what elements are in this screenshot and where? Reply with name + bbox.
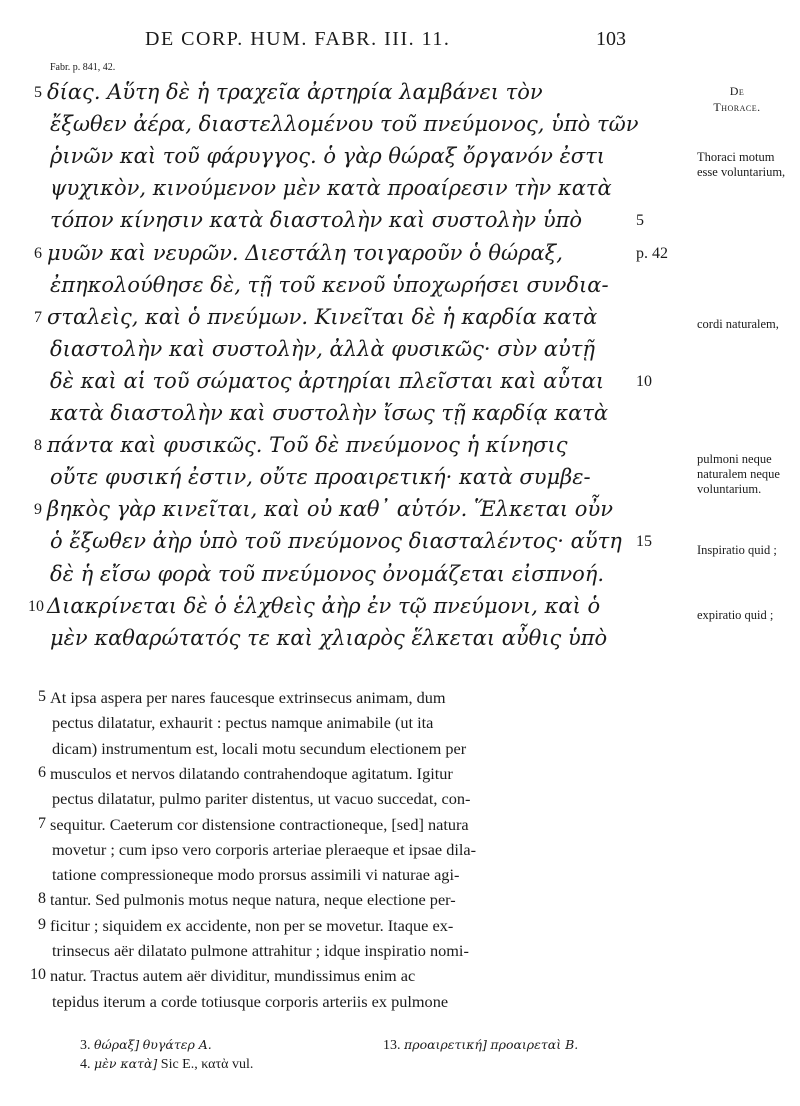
greek-line: κατὰ διαστολὴν καὶ συστολὴν ἴσως τῇ καρδίᾳ κατὰ bbox=[50, 401, 609, 425]
greek-line: Διακρίνεται δὲ ὁ ἑλχθεὶς ἀὴρ ἐν τῷ πνεύμονι, καὶ ὁ bbox=[47, 593, 601, 618]
footnote-reading: προαιρεταὶ B. bbox=[490, 1037, 579, 1052]
margin-note: pulmoni neque naturalem neque voluntarium. bbox=[697, 452, 780, 496]
latin-line: ficitur ; siquidem ex accidente, non per se movetur. Itaque ex- bbox=[50, 915, 454, 935]
line-section-number: 7 bbox=[34, 308, 42, 326]
latin-line: natur. Tractus autem aër dividitur, mundissimus enim ac bbox=[50, 966, 416, 986]
line-section-number: 9 bbox=[34, 501, 42, 519]
greek-line: δίας. Αὕτη δὲ ἡ τραχεῖα ἀρτηρία λαμβάνει τὸν bbox=[47, 80, 543, 104]
line-section-number: 10 bbox=[30, 966, 46, 984]
line-section-number: 8 bbox=[38, 890, 46, 908]
latin-line: dicam) instrumentum est, locali motu secundum electionem per bbox=[52, 738, 467, 758]
latin-line: musculos et nervos dilatando contrahendoque agitatum. Igitur bbox=[50, 763, 453, 783]
greek-line: τόπον κίνησιν κατὰ διαστολὴν καὶ συστολὴν ὑπὸ bbox=[50, 208, 583, 233]
greek-line: δὲ καὶ αἱ τοῦ σώματος ἀρτηρίαι πλεῖσται καὶ αὗται bbox=[50, 368, 605, 393]
footnote-number: 13. bbox=[383, 1038, 401, 1053]
line-section-number: 6 bbox=[38, 763, 46, 781]
footnote-reading: Sic E., κατὰ vul. bbox=[160, 1057, 254, 1072]
footnote-lemma: προαιρετική] bbox=[404, 1037, 487, 1052]
greek-line: μὲν καθαρώτατός τε καὶ χλιαρὸς ἕλκεται αὖθις ὑπὸ bbox=[50, 625, 608, 650]
latin-line: movetur ; cum ipso vero corporis arteriae pleraeque et ipsae dila- bbox=[52, 839, 477, 859]
footnote bbox=[383, 1037, 578, 1054]
margin-note: expiratio quid ; bbox=[697, 608, 774, 622]
greek-line: ῥινῶν καὶ τοῦ φάρυγγος. ὁ γὰρ θώραξ ὄργανόν ἐστι bbox=[50, 144, 605, 169]
line-section-number: 6 bbox=[34, 244, 42, 262]
line-section-number: 5 bbox=[34, 84, 42, 101]
line-count-number: 5 bbox=[636, 212, 644, 230]
line-section-number: 9 bbox=[38, 915, 46, 933]
greek-line: οὔτε φυσική ἐστιν, οὔτε προαιρετική· κατὰ συμβε- bbox=[50, 465, 591, 490]
margin-title-line: De bbox=[729, 84, 745, 98]
line-count-number: 10 bbox=[636, 372, 652, 390]
footnote-reading: θυγάτερ A. bbox=[142, 1037, 212, 1052]
margin-note: cordi naturalem, bbox=[697, 317, 779, 331]
latin-line: At ipsa aspera per nares faucesque extrinsecus animam, dum bbox=[50, 688, 446, 707]
page-number: 103 bbox=[596, 28, 626, 50]
latin-line: trinsecus aër dilatato pulmone attrahitur ; idque inspiratio nomi- bbox=[52, 941, 469, 960]
greek-line: ψυχικὸν, κινούμενον μὲν κατὰ προαίρεσιν τὴν κατὰ bbox=[50, 176, 612, 201]
footnote-lemma: μὲν κατὰ] bbox=[94, 1056, 158, 1071]
line-section-number: 10 bbox=[28, 597, 44, 615]
footnote bbox=[80, 1037, 212, 1054]
line-section-number: 5 bbox=[38, 688, 46, 705]
margin-note: Inspiratio quid ; bbox=[697, 543, 777, 557]
greek-line: μυῶν καὶ νευρῶν. Διεστάλη τοιγαροῦν ὁ θώραξ, bbox=[47, 240, 563, 265]
latin-line: pectus dilatatur, exhaurit : pectus namque animabile (ut ita bbox=[52, 713, 434, 733]
greek-line: σταλεὶς, καὶ ὁ πνεύμων. Κινεῖται δὲ ἡ καρδία κατὰ bbox=[47, 304, 598, 329]
latin-line: sequitur. Caeterum cor distensione contractioneque, [sed] natura bbox=[50, 814, 469, 834]
footnote-number: 3. bbox=[80, 1038, 91, 1053]
latin-line: pectus dilatatur, pulmo pariter distentus, ut vacuo succedat, con- bbox=[52, 789, 471, 809]
greek-line: ὁ ἔξωθεν ἀὴρ ὑπὸ τοῦ πνεύμονος διασταλέντος· αὕτη bbox=[50, 529, 622, 554]
latin-line: tepidus iterum a corde totiusque corporis arteriis ex pulmone bbox=[52, 991, 449, 1011]
line-count-number: p. 42 bbox=[636, 244, 668, 262]
margin-note: Thoraci motum esse voluntarium, bbox=[697, 150, 786, 179]
greek-line: ἐπηκολούθησε δὲ, τῇ τοῦ κενοῦ ὑποχωρήσει συνδια- bbox=[50, 272, 609, 297]
footnote-lemma: θώραξ] bbox=[94, 1037, 140, 1052]
greek-line: διαστολὴν καὶ συστολὴν, ἀλλὰ φυσικῶς· σὺν αὐτῇ bbox=[50, 336, 595, 361]
margin-title-line: Thorace. bbox=[713, 100, 761, 114]
fabrica-reference: Fabr. p. 841, 42. bbox=[50, 62, 116, 73]
greek-line: βηκὸς γὰρ κινεῖται, καὶ οὐ καθ᾽ αὑτόν. Ἕλκεται οὖν bbox=[47, 497, 613, 522]
margin-title bbox=[697, 83, 777, 115]
greek-line: ἔξωθεν ἀέρα, διαστελλομένου τοῦ πνεύμονος, ὑπὸ τῶν bbox=[50, 112, 639, 137]
latin-line: tantur. Sed pulmonis motus neque natura, neque electione per- bbox=[50, 890, 456, 910]
greek-line: δὲ ἡ εἴσω φορὰ τοῦ πνεύμονος ὀνομάζεται εἰσπνοή. bbox=[50, 561, 605, 586]
running-head: DE CORP. HUM. FABR. III. 11. bbox=[145, 28, 451, 50]
footnote-number: 4. bbox=[80, 1057, 91, 1072]
line-count-number: 15 bbox=[636, 533, 652, 551]
footnote bbox=[80, 1056, 253, 1073]
greek-line: πάντα καὶ φυσικῶς. Τοῦ δὲ πνεύμονος ἡ κίνησις bbox=[47, 433, 568, 458]
line-section-number: 8 bbox=[34, 437, 42, 455]
latin-line: tatione compressioneque modo prorsus assimili vi naturae agi- bbox=[52, 865, 460, 885]
line-section-number: 7 bbox=[38, 814, 46, 832]
